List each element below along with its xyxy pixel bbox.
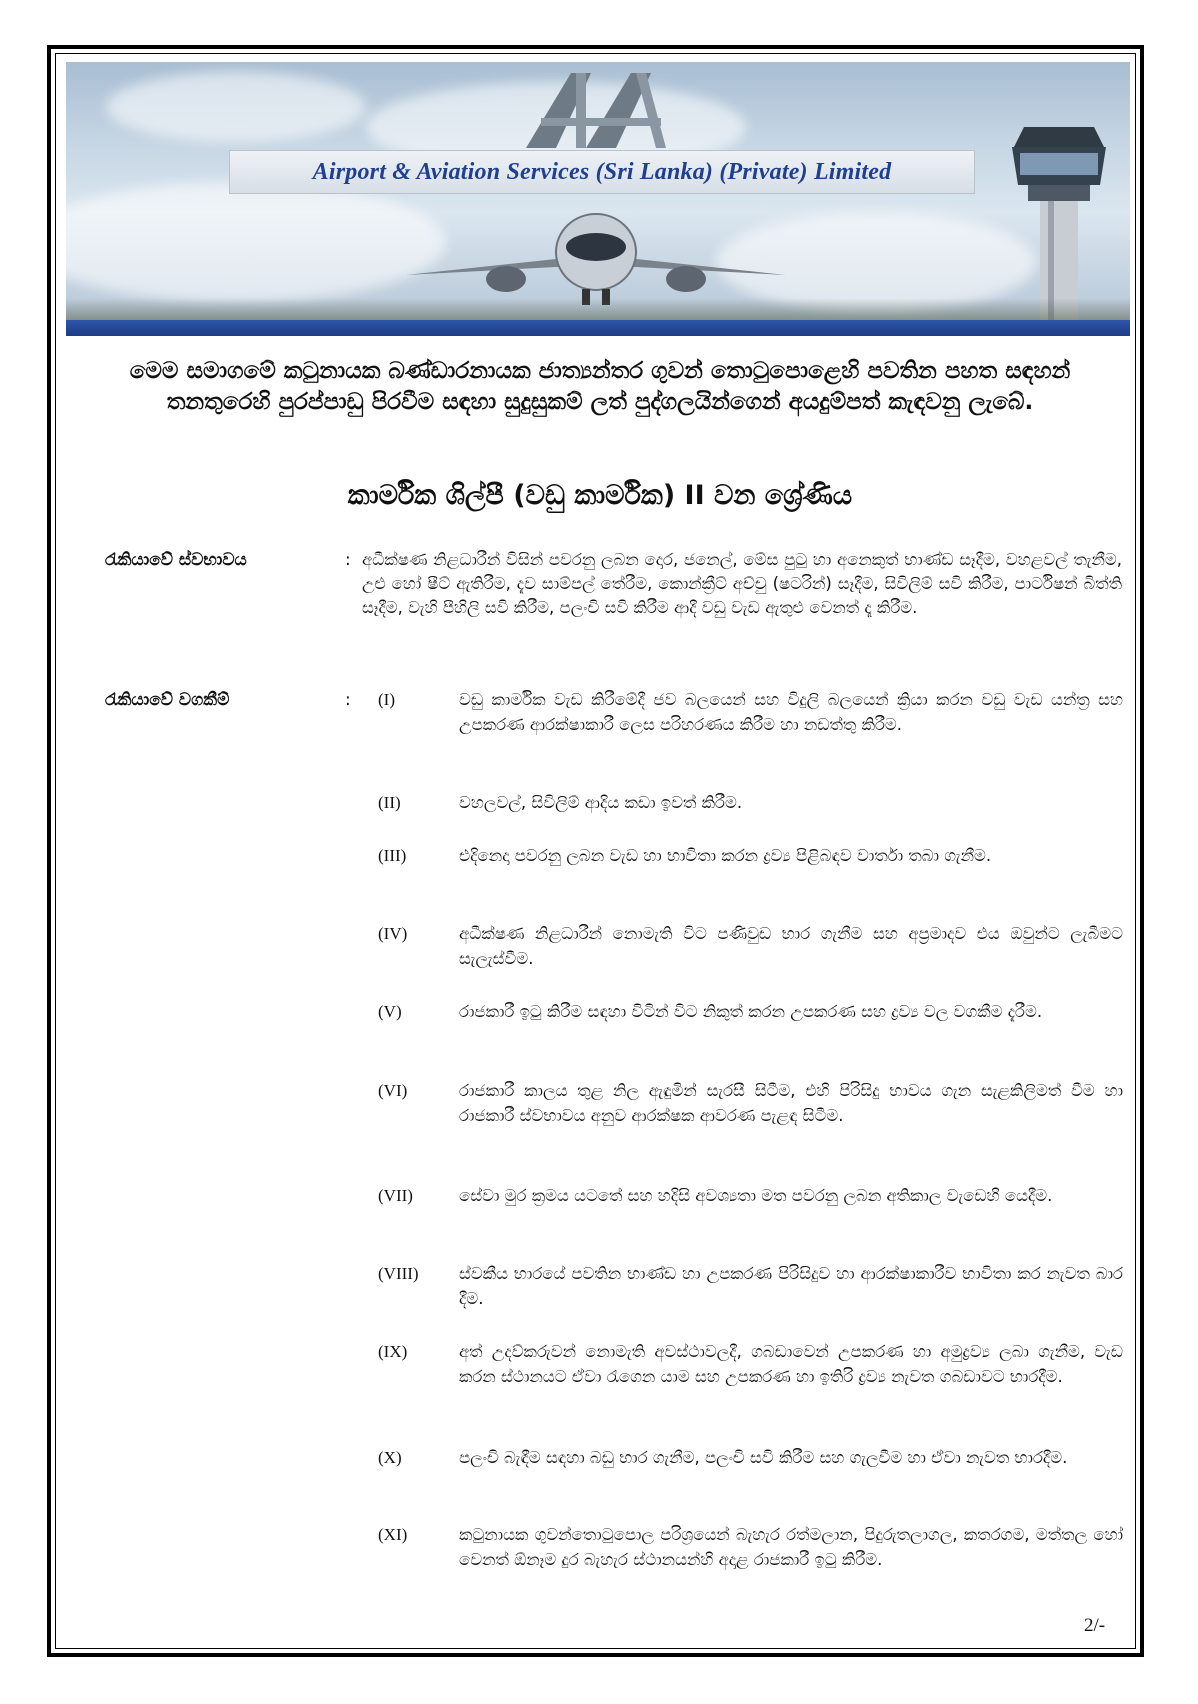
duty-number: (V) [378,1002,402,1021]
page-number: 2/- [1084,1615,1106,1636]
duties-colon: : [345,690,351,710]
duties-label: රැකියාවේ වගකීම් [105,690,230,710]
company-name: Airport & Aviation Services (Sri Lanka) (Private) Limited [312,158,892,185]
duty-text: එදිනෙදා පවරනු ලබන වැඩ හා භාවිතා කරන ද්‍රව්‍ය පිළිබඳව වාර්තා තබා ගැනීම. [459,846,992,865]
duty-text: වඩු කාර්මික වැඩ කිරීමේදී ජව බලයෙන් සහ විදුලි බලයෙන් ක්‍රියා කරන වඩු වැඩ යන්ත්‍ර සහ උපකරණ ආරක්ෂාකාරී ලෙස පරිහරණය කිරීම හා නඩත්තු කිරීම. [459,690,1123,734]
duty-text: රාජකාරී කාලය තුළ නිල ඇඳුමින් සැරසී සිටීම, එහි පිරිසිදු භාවය ගැන සැළකිලිමත් වීම හා රාජකාරී ස්වභාවය අනුව ආරක්ෂක ආවරණ පැළඳ සිටීම. [459,1081,1123,1125]
duty-number: (IV) [378,924,408,943]
airplane-icon [406,197,786,307]
duty-text: කටුනායක ගුවන්තොටුපොල පරිශ්‍රයෙන් බැහැර රත්මලාන, පිදුරුතලාගල, කතරගම, මත්තල හෝ වෙනත් ඕනෑම දුර බැහැර ස්ථානයන්හි අදාළ රාජකාරී ඉටු කිරීම. [459,1525,1123,1569]
duty-number: (X) [378,1448,402,1467]
duty-number: (IX) [378,1342,408,1361]
duty-text: රාජකාරී ඉටු කිරීම සඳහා විටින් විට නිකුත් කරන උපකරණ සහ ද්‍රව්‍ය වල වගකීම දැරීම. [459,1002,1043,1021]
duty-number: (VI) [378,1081,408,1100]
duty-text: අත් උදව්කරුවන් නොමැති අවස්ථාවලදී, ගබඩාවෙන් උපකරණ හා අමුද්‍රව්‍ය ලබා ගැනීම, වැඩ කරන ස්ථානයට ඒවා රැගෙන යාම සහ උපකරණ හා ඉතිරි ද්‍රව්‍ය නැවත ගබඩාවට භාරදීම. [459,1342,1123,1386]
duty-number: (VIII) [378,1264,419,1283]
duty-text: අධීක්ෂණ නිළධාරීන් නොමැති විට පණිවුඩ භාර ගැනීම සහ අප්‍රමාදව එය ඔවුන්ට ලැබීමට සැලැස්වීම. [459,924,1123,968]
duty-number: (III) [378,846,407,865]
ground-strip [66,298,1130,320]
company-name-plate [229,150,975,194]
company-logo-icon [516,68,686,150]
banner-blue-bar [66,320,1130,336]
duty-number: (VII) [378,1186,413,1205]
nature-label: රැකියාවේ ස්වභාවය [105,550,247,570]
post-title: කාර්මික ශිල්පී (වඩු කාර්මික) II වන ශ්‍රේණිය [347,480,853,511]
nature-text: අධීක්ෂණ නිළධාරීන් විසින් පවරනු ලබන දොර, ජනෙල්, මේස පුටු හා අනෙකුත් භාණ්ඩ සෑදීම, වහළවල් තැනීම, උළු හෝ ෂීට් ඇතිරීම, දැව සාම්පල් තේරීම, කොන්ක්‍රීට් අච්චු (ෂටරින්) සෑදීම, සිවිලිම් සවි කිරීම, පාර්ටිෂන් බිත්ති සෑදීම, වැහි පීහිලි සවි කිරීම, පලංචි සවි කිරීම ආදී වඩු වැඩ ඇතුළු වෙනත් දෑ කිරීම. [362,550,1122,617]
duty-text: වහලවල්, සිවිලිම් ආදිය කඩා ඉවත් කිරීම. [459,793,743,812]
duty-text: සේවා මුර ක්‍රමය යටතේ සහ හදිසි අවශ්‍යතා මත පවරනු ලබන අතිකාල වැඩෙහි යෙදීම. [459,1186,1053,1205]
duty-number: (II) [378,793,401,812]
duty-number: (I) [378,690,395,709]
duty-number: (XI) [378,1525,408,1544]
nature-colon: : [345,550,351,570]
duty-text: පලංචි බැඳීම සඳහා බඩු භාර ගැනීම, පලංචි සවි කිරීම සහ ගැලවීම හා ඒවා නැවත භාරදීම. [459,1448,1068,1467]
duty-text: ස්වකීය භාරයේ පවතින භාණ්ඩ හා උපකරණ පිරිසිදුව හා ආරක්ෂාකාරීව භාවිතා කර නැවත බාර දීම. [459,1264,1123,1308]
intro-heading: මෙම සමාගමේ කටුනායක බණ්ඩාරනායක ජාත්‍යන්තර ගුවන් තොටුපොළෙහි පවතින පහත සඳහන් තනතුරෙහි පුරප්පාඩු පිරවීම සඳහා සුදුසුකම් ලත් පුද්ගලයින්ගෙන් අයදුම්පත් කැඳවනු ලැබේ. [129,358,1071,415]
header-banner [66,62,1130,336]
